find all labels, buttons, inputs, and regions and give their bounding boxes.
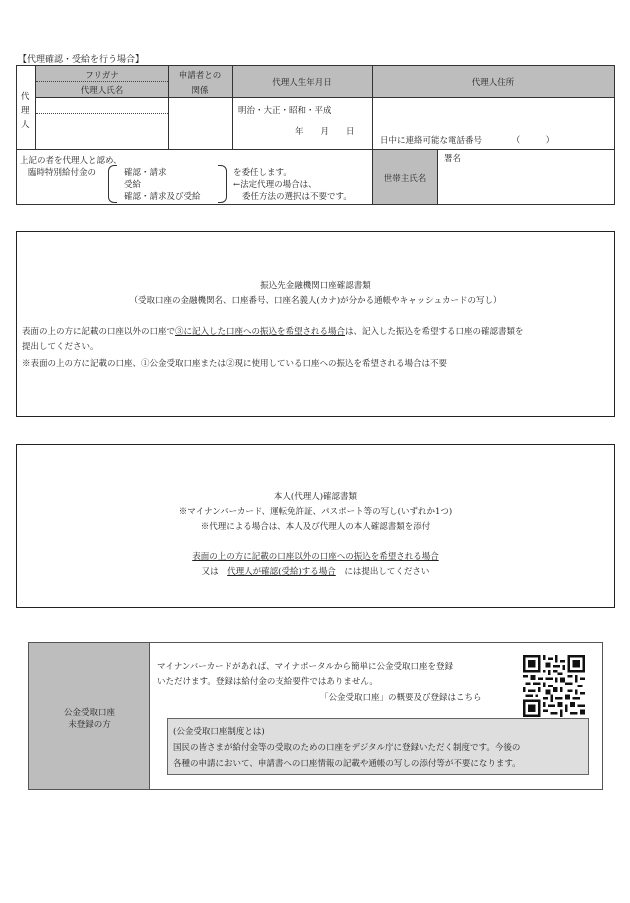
signature-input[interactable] [439, 162, 613, 203]
id-box-line3: 表面の上の方に記載の口座以外の口座への振込を希望される場合 [192, 552, 439, 562]
option-confirm-request[interactable]: 確認・請求 [124, 168, 167, 178]
delegation-line-1: 上記の者を代理人と認め、 [20, 156, 122, 166]
public-account-label-2: 未登録の方 [68, 720, 111, 730]
legal-note-2: 委任方法の選択は不要です。 [242, 192, 352, 202]
delegation-line-2: 臨時特別給付金の [28, 168, 97, 178]
col-birthdate: 代理人生年月日 [272, 78, 332, 88]
public-account-register-link[interactable]: 「公金受取口座」の概要及び登録はこちら [320, 693, 482, 703]
col-relation-1: 申請者との [178, 71, 222, 81]
public-account-text-2: いただけます。登録は給付金の支給要件ではありません。 [157, 677, 378, 687]
id-box-line4: 又は 代理人が確認(受給)する場合 には提出してください [201, 567, 430, 577]
address-input[interactable] [373, 98, 613, 128]
delegate-text: を委任します。 [233, 168, 292, 178]
col-address: 代理人住所 [471, 78, 515, 88]
bank-box-para1-line2: 提出してください。 [22, 342, 99, 352]
relation-input[interactable] [169, 98, 231, 148]
col-furigana: フリガナ [85, 71, 119, 81]
col-proxy-name: 代理人氏名 [80, 86, 124, 96]
col-relation-2: 関係 [191, 86, 209, 96]
public-account-system-2: 各種の申請において、申請書への口座情報の記載や通帳の写しの添付等が不要になります。 [173, 759, 521, 769]
birth-date-units: 年 月 日 [295, 127, 355, 137]
bank-box-title: 振込先金融機関口座確認書類 [260, 281, 371, 291]
qr-code-icon[interactable] [523, 655, 585, 717]
public-account-text-1: マイナンバーカードがあれば、マイナポータルから簡単に公金受取口座を登録 [157, 662, 453, 672]
public-account-label-1: 公金受取口座 [63, 708, 115, 718]
household-head-label: 世帯主氏名 [383, 174, 427, 184]
side-label-1: 代 [21, 92, 30, 102]
bank-document-box [16, 231, 615, 417]
bank-box-subtitle: （受取口座の金融機関名、口座番号、口座名義人(カナ)が分かる通帳やキャッシュカードの写し） [129, 296, 502, 306]
id-box-line1: ※マイナンバーカード、運転免許証、パスポート等の写し(いずれか1つ) [178, 507, 453, 517]
id-box-title: 本人(代理人)確認書類 [273, 492, 358, 502]
public-account-system-1: 国民の皆さまが給付金等の受取のための口座をデジタル庁に登録いただく制度です。今後の [173, 743, 521, 753]
furigana-input[interactable] [37, 98, 167, 112]
legal-note-1: ←法定代理の場合は、 [233, 180, 317, 190]
option-receive[interactable]: 受給 [124, 180, 142, 190]
proxy-section-heading: 【代理確認・受給を行う場合】 [18, 55, 145, 65]
bank-box-note: ※表面の上の方に記載の口座、①公金受取口座または②現に使用している口座への振込を希望される場合は不要 [22, 359, 448, 369]
proxy-name-input[interactable] [37, 114, 167, 148]
side-label-2: 理 [21, 106, 30, 116]
side-label-3: 人 [21, 120, 30, 130]
public-account-system-title: (公金受取口座制度とは) [173, 727, 265, 737]
era-options[interactable]: 明治・大正・昭和・平成 [238, 106, 332, 116]
bank-box-para1: 表面の上の方に記載の口座以外の口座で③に記入した口座への振込を希望される場合は、記入した振込を希望する口座の確認書類を [22, 327, 524, 337]
signature-label: 署名 [444, 154, 462, 164]
id-box-line2: ※代理による場合は、本人及び代理人の本人確認書類を添付 [200, 522, 431, 532]
option-confirm-request-receive[interactable]: 確認・請求及び受給 [124, 192, 201, 202]
daytime-phone-label: 日中に連絡可能な電話番号 （ ） [380, 136, 555, 146]
